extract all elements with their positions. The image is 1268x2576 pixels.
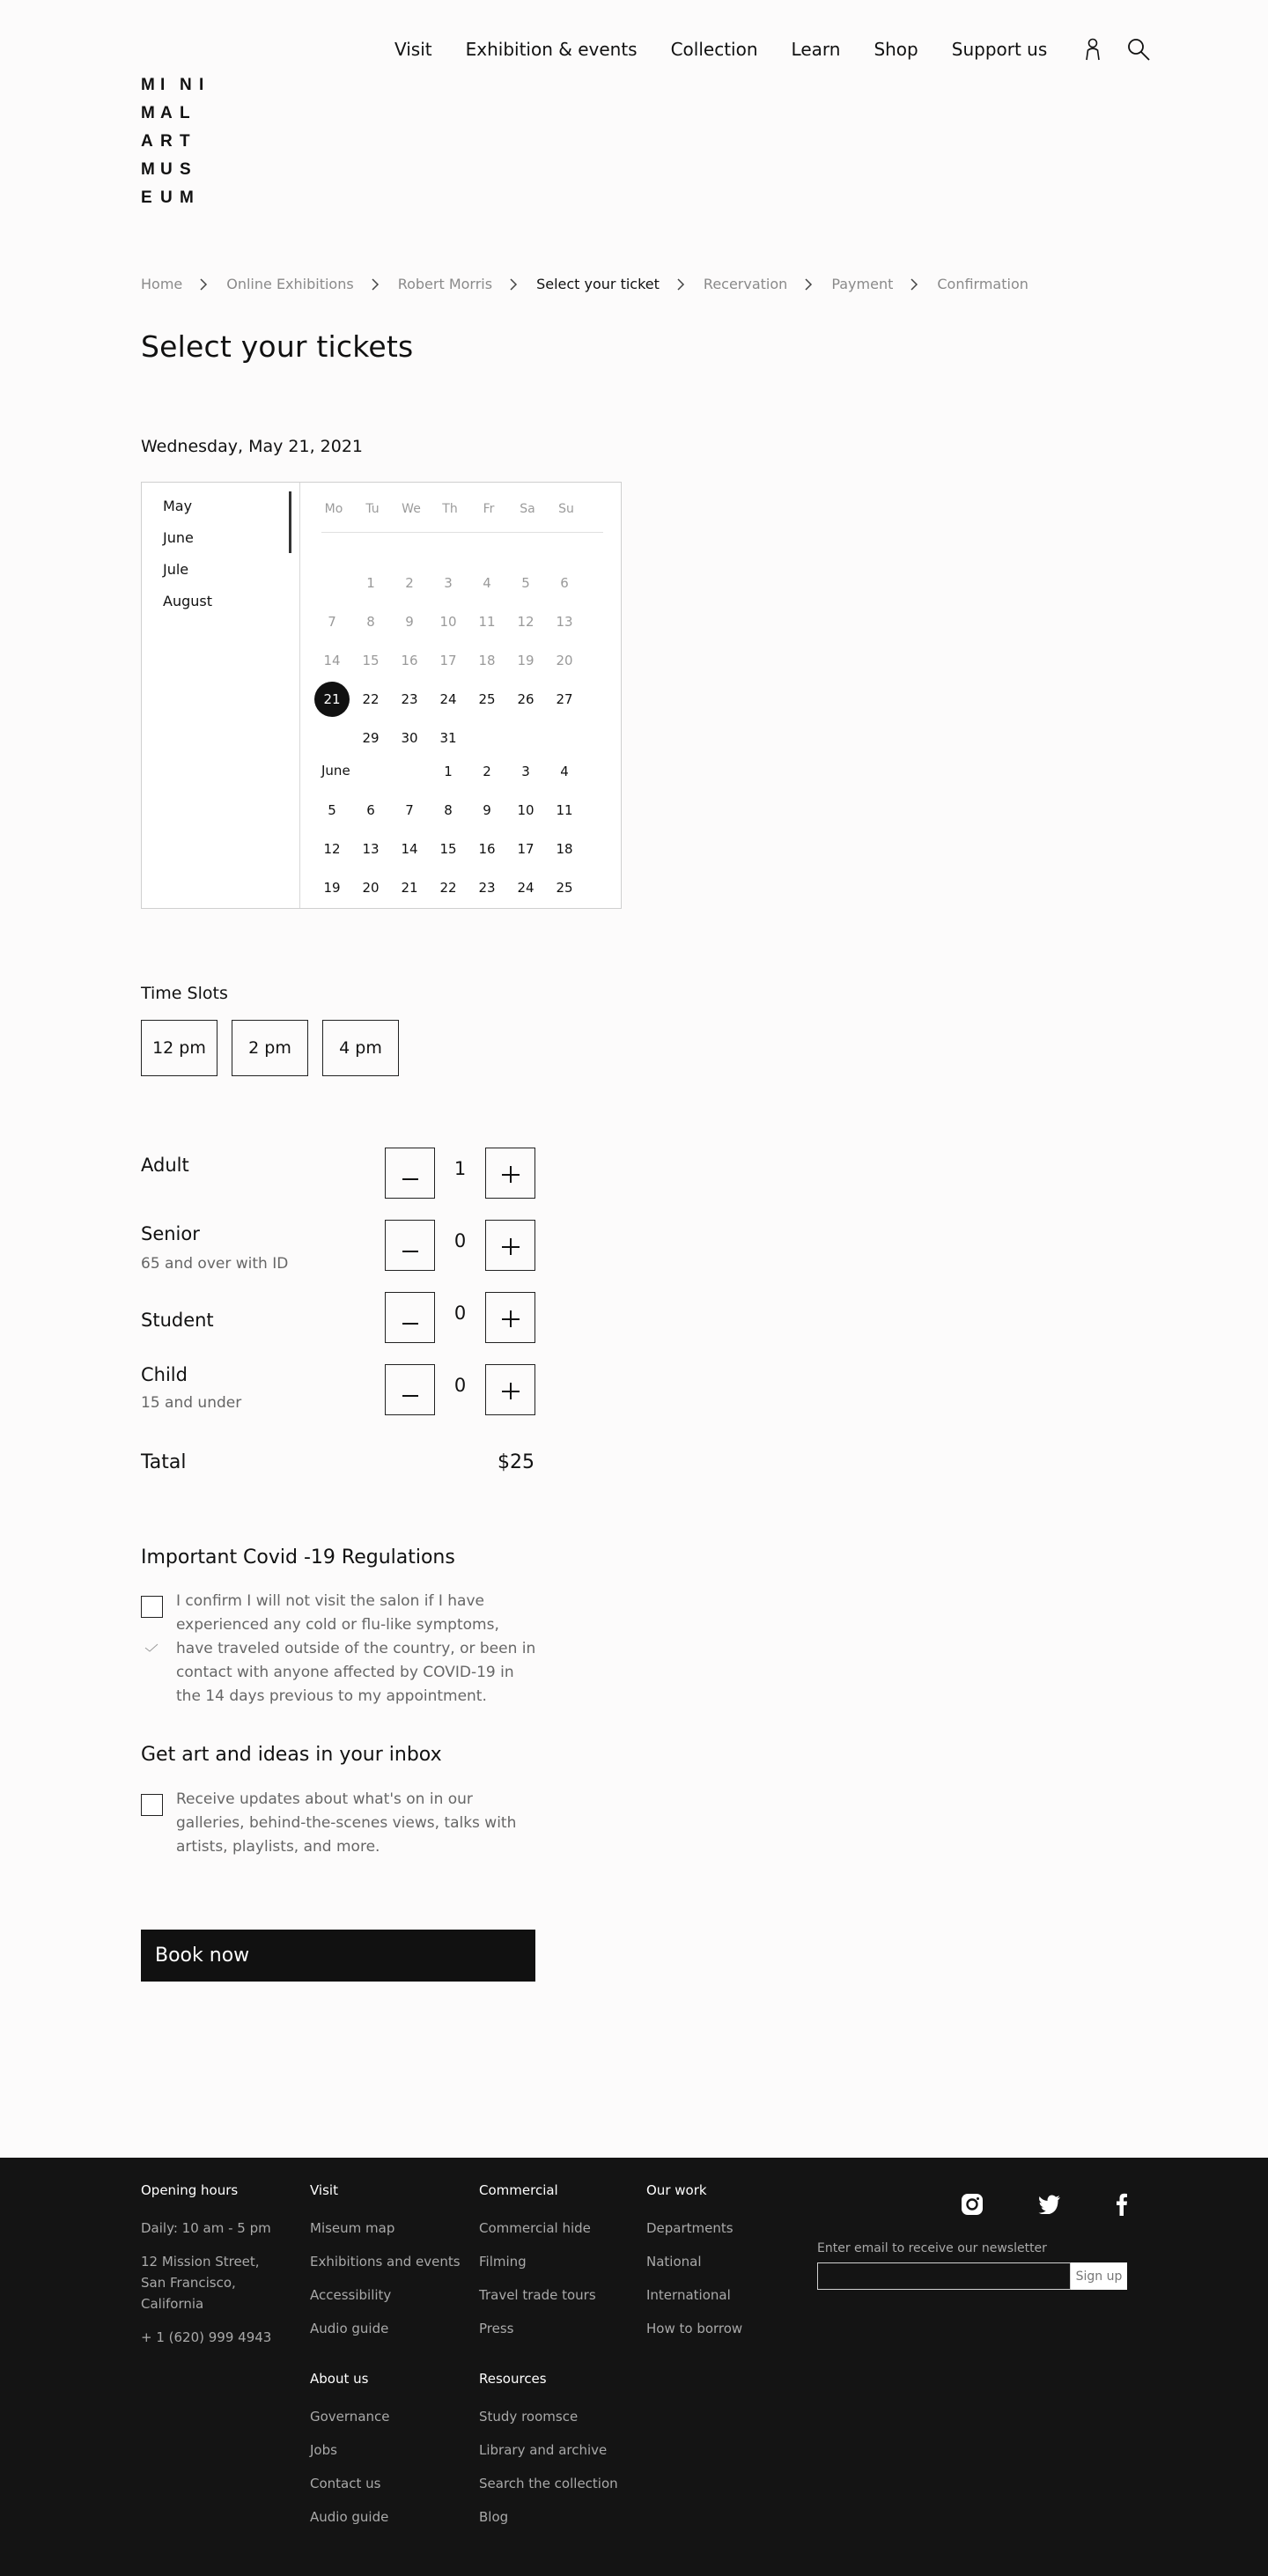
breadcrumb-select-ticket: Select your ticket: [536, 276, 660, 292]
calendar-day[interactable]: 1: [444, 764, 453, 779]
minus-icon: [402, 1164, 419, 1182]
calendar-day: 18: [478, 653, 496, 668]
nav-collection[interactable]: Collection: [670, 39, 758, 60]
nav-learn[interactable]: Learn: [791, 39, 841, 60]
footer-about-us: [310, 2371, 390, 2540]
footer-link[interactable]: How to borrow: [646, 2321, 743, 2336]
calendar-day[interactable]: 23: [401, 691, 418, 707]
ticket-name: Senior: [141, 1223, 200, 1244]
footer-link[interactable]: Search the collection: [479, 2476, 618, 2491]
weekday-label: Su: [558, 502, 574, 516]
sign-up-button[interactable]: Sign up: [1071, 2262, 1127, 2290]
time-slot-2pm[interactable]: 2 pm: [232, 1020, 308, 1076]
logo-letter: [199, 187, 218, 210]
calendar-day: 7: [328, 614, 336, 630]
footer-heading: Visit: [310, 2182, 338, 2198]
weekday-divider: [321, 532, 603, 533]
calendar-day: 17: [439, 653, 457, 668]
calendar-day-selected[interactable]: 21: [314, 682, 350, 717]
chevron-right-icon: [910, 277, 919, 292]
weekday-label: Sa: [520, 502, 535, 516]
calendar-day: 3: [444, 575, 453, 591]
footer-link[interactable]: Accessibility: [310, 2287, 392, 2303]
logo-letter: [199, 130, 218, 153]
weekday-label: Tu: [365, 502, 380, 516]
calendar-day[interactable]: 14: [401, 841, 418, 857]
newsletter-optin-title: Get art and ideas in your inbox: [141, 1744, 442, 1766]
month-item[interactable]: June: [163, 529, 194, 546]
logo-letter: U: [160, 160, 173, 179]
calendar-day[interactable]: 21: [401, 880, 418, 896]
logo-letter: L: [180, 104, 190, 122]
minus-icon: [402, 1381, 419, 1399]
calendar-day: 14: [323, 653, 341, 668]
logo-letter: N: [180, 76, 192, 94]
minus-icon: [402, 1309, 419, 1326]
calendar-day[interactable]: 15: [439, 841, 457, 857]
total-value: $25: [498, 1451, 534, 1473]
decrement-button[interactable]: [385, 1292, 435, 1343]
weekday-label: Th: [442, 502, 458, 516]
footer-link[interactable]: Library and archive: [479, 2442, 608, 2458]
breadcrumb-payment: Payment: [831, 276, 894, 292]
newsletter-email-input[interactable]: [817, 2262, 1071, 2290]
ticket-row-adult: [141, 1148, 535, 1200]
time-slots: [141, 1020, 413, 1076]
logo-letter: E: [141, 188, 152, 207]
footer-commercial: [479, 2182, 596, 2351]
breadcrumb-reservation: Recervation: [703, 276, 788, 292]
weekday-label: Fr: [483, 502, 495, 516]
footer: [0, 2158, 1268, 2576]
calendar-day: 8: [366, 614, 375, 630]
museum-logo[interactable]: [141, 74, 218, 210]
time-slots-label: Time Slots: [141, 984, 228, 1003]
plus-icon: [501, 1308, 520, 1327]
address-line: California: [141, 2296, 204, 2312]
address-line: San Francisco,: [141, 2275, 236, 2291]
calendar-day[interactable]: 20: [362, 880, 380, 896]
ticket-quantity: 0: [453, 1303, 467, 1324]
instagram-icon[interactable]: [959, 2191, 985, 2218]
calendar-day[interactable]: 22: [439, 880, 457, 896]
calendar-day[interactable]: 17: [517, 841, 534, 857]
calendar-day: 16: [401, 653, 418, 668]
covid-confirm-checkbox[interactable]: [141, 1596, 163, 1618]
breadcrumb-confirmation: Confirmation: [937, 276, 1028, 292]
logo-letter: I: [199, 76, 204, 94]
newsletter-optin-checkbox[interactable]: [141, 1794, 163, 1816]
nav-exhibition-events[interactable]: Exhibition & events: [465, 39, 638, 60]
main-nav: [394, 35, 1172, 63]
calendar-day[interactable]: 12: [323, 841, 341, 857]
plus-icon: [501, 1236, 520, 1255]
calendar-day[interactable]: 23: [478, 880, 496, 896]
calendar-day: 9: [405, 614, 414, 630]
month-item[interactable]: August: [163, 593, 212, 609]
footer-heading: About us: [310, 2371, 369, 2387]
increment-button[interactable]: [485, 1220, 535, 1271]
footer-link[interactable]: Audio guide: [310, 2321, 389, 2336]
breadcrumb-home[interactable]: Home: [141, 276, 183, 292]
breadcrumb-robert-morris[interactable]: Robert Morris: [397, 276, 493, 292]
calendar-day: 6: [560, 575, 569, 591]
calendar-day[interactable]: 25: [556, 880, 573, 896]
calendar-day[interactable]: 5: [328, 802, 336, 818]
footer-link[interactable]: Audio guide: [310, 2509, 389, 2525]
address-line: 12 Mission Street,: [141, 2254, 260, 2270]
calendar-day: 12: [517, 614, 534, 630]
phone-number[interactable]: + 1 (620) 999 4943: [141, 2329, 272, 2345]
calendar-day: 1: [366, 575, 375, 591]
ticket-name: Adult: [141, 1155, 189, 1176]
total-label: Tatal: [141, 1451, 187, 1473]
ticket-quantity: 0: [453, 1375, 467, 1396]
calendar-day[interactable]: 27: [556, 691, 573, 707]
footer-link[interactable]: Travel trade tours: [479, 2287, 596, 2303]
footer-heading: Our work: [646, 2182, 707, 2198]
footer-visit: [310, 2182, 461, 2351]
logo-letter: I: [160, 76, 166, 94]
calendar-day[interactable]: 16: [478, 841, 496, 857]
chevron-right-icon: [510, 277, 519, 292]
ticket-quantity: 1: [453, 1158, 467, 1179]
twitter-icon[interactable]: [1036, 2191, 1063, 2218]
calendar-day[interactable]: 13: [362, 841, 380, 857]
ticket-name: Child: [141, 1364, 188, 1385]
footer-link[interactable]: Miseum map: [310, 2220, 395, 2236]
calendar-day[interactable]: 6: [366, 802, 375, 818]
covid-text: I confirm I will not visit the salon if I have experienced any cold or flu-like symptoms, have traveled outside of the country, or been in contact with anyone affected by COVID-19 in the 14 days previous to my appointment.: [176, 1592, 536, 1705]
footer-heading: Resources: [479, 2371, 547, 2387]
breadcrumb-online-exhibitions[interactable]: Online Exhibitions: [226, 276, 354, 292]
footer-link[interactable]: Press: [479, 2321, 514, 2336]
ticket-description: 15 and under: [141, 1394, 242, 1412]
logo-letter: M: [141, 104, 155, 122]
calendar-day[interactable]: 29: [362, 730, 380, 746]
footer-link[interactable]: Blog: [479, 2509, 509, 2525]
newsletter-optin-text: Receive updates about what's on in our galleries, behind-the-scenes views, talks with artists, playlists, and more.: [176, 1790, 517, 1856]
footer-link[interactable]: Governance: [310, 2409, 390, 2425]
page-title: Select your tickets: [141, 329, 414, 364]
chevron-right-icon: [372, 277, 380, 292]
footer-link[interactable]: Exhibitions and events: [310, 2254, 461, 2270]
ticket-name: Student: [141, 1310, 214, 1331]
footer-heading: Opening hours: [141, 2182, 239, 2198]
calendar-day[interactable]: 2: [483, 764, 491, 779]
month-list: [142, 483, 300, 908]
increment-button[interactable]: [485, 1292, 535, 1343]
weekday-label: Mo: [324, 502, 343, 516]
ticket-row-child: [141, 1364, 535, 1417]
logo-letter: A: [141, 132, 153, 151]
calendar-day[interactable]: 25: [478, 691, 496, 707]
chevron-right-icon: [200, 277, 209, 292]
book-now-button[interactable]: Book now: [141, 1930, 535, 1982]
calendar-day[interactable]: 10: [517, 802, 534, 818]
logo-letter: M: [141, 76, 155, 94]
footer-link[interactable]: Departments: [646, 2220, 734, 2236]
month-item[interactable]: May: [163, 498, 193, 514]
footer-link[interactable]: Commercial hide: [479, 2220, 591, 2236]
calendar-day[interactable]: 7: [405, 802, 414, 818]
logo-letter: M: [180, 188, 194, 207]
calendar-day: 2: [405, 575, 414, 591]
facebook-icon[interactable]: [1109, 2191, 1135, 2218]
check-icon: [144, 1640, 158, 1657]
calendar-day: 13: [556, 614, 573, 630]
increment-button[interactable]: [485, 1148, 535, 1199]
calendar-day[interactable]: 3: [521, 764, 530, 779]
logo-letter: T: [180, 132, 190, 151]
logo-letter: R: [160, 132, 173, 151]
opening-hours-text: Daily: 10 am - 5 pm: [141, 2220, 271, 2236]
footer-opening-hours: [141, 2182, 271, 2360]
decrement-button[interactable]: [385, 1220, 435, 1271]
month-item[interactable]: Jule: [163, 561, 189, 578]
logo-letter: [199, 159, 218, 181]
breadcrumb: [141, 276, 1028, 292]
footer-link[interactable]: National: [646, 2254, 702, 2270]
nav-shop[interactable]: Shop: [874, 39, 918, 60]
ticket-quantity: 0: [453, 1230, 467, 1251]
calendar-day: 5: [521, 575, 530, 591]
newsletter-label: Enter email to receive our newsletter: [817, 2241, 1047, 2255]
increment-button[interactable]: [485, 1364, 535, 1415]
calendar-day[interactable]: 19: [323, 880, 341, 896]
calendar-day[interactable]: 30: [401, 730, 418, 746]
time-slot-12pm[interactable]: 12 pm: [141, 1020, 217, 1076]
calendar-day[interactable]: 24: [439, 691, 457, 707]
calendar-day[interactable]: 26: [517, 691, 534, 707]
calendar-day[interactable]: 9: [483, 802, 491, 818]
calendar-day: 4: [483, 575, 491, 591]
logo-letter: M: [141, 160, 155, 179]
footer-resources: [479, 2371, 618, 2540]
footer-link[interactable]: Filming: [479, 2254, 527, 2270]
footer-our-work: [646, 2182, 742, 2351]
chevron-right-icon: [677, 277, 686, 292]
footer-link[interactable]: International: [646, 2287, 731, 2303]
calendar-day: 19: [517, 653, 534, 668]
plus-icon: [501, 1163, 520, 1183]
calendar-day: 15: [362, 653, 380, 668]
weekday-label: We: [402, 502, 421, 516]
inline-month-label: June: [321, 763, 350, 779]
calendar-day[interactable]: 4: [560, 764, 569, 779]
decrement-button[interactable]: [385, 1148, 435, 1199]
chevron-right-icon: [805, 277, 814, 292]
footer-link[interactable]: Jobs: [310, 2442, 337, 2458]
ticket-row-student: [141, 1292, 535, 1345]
search-icon[interactable]: [1126, 35, 1151, 63]
calendar-day[interactable]: 22: [362, 691, 380, 707]
date-picker: [141, 482, 622, 909]
logo-letter: U: [160, 188, 173, 207]
footer-link[interactable]: Contact us: [310, 2476, 381, 2491]
plus-icon: [501, 1380, 520, 1399]
decrement-button[interactable]: [385, 1364, 435, 1415]
calendar-day[interactable]: 31: [439, 730, 457, 746]
covid-title: Important Covid -19 Regulations: [141, 1546, 455, 1568]
minus-icon: [402, 1236, 419, 1254]
footer-link[interactable]: Study roomsce: [479, 2409, 579, 2425]
nav-visit[interactable]: Visit: [394, 39, 432, 60]
calendar-day: 20: [556, 653, 573, 668]
calendar-day: 11: [478, 614, 496, 630]
month-scrollbar[interactable]: [289, 491, 291, 553]
calendar-day[interactable]: 18: [556, 841, 573, 857]
logo-letter: S: [180, 160, 191, 179]
ticket-description: 65 and over with ID: [141, 1255, 289, 1273]
logo-letter: [199, 102, 218, 125]
nav-support-us[interactable]: Support us: [951, 39, 1048, 60]
footer-heading: Commercial: [479, 2182, 558, 2198]
logo-letter: A: [160, 104, 173, 122]
selected-date: Wednesday, May 21, 2021: [141, 437, 364, 456]
ticket-row-senior: [141, 1220, 535, 1273]
calendar-day[interactable]: 8: [444, 802, 453, 818]
time-slot-4pm[interactable]: 4 pm: [322, 1020, 399, 1076]
calendar-day: 10: [439, 614, 457, 630]
calendar-day[interactable]: 11: [556, 802, 573, 818]
user-icon[interactable]: [1080, 35, 1105, 63]
calendar-day[interactable]: 24: [517, 880, 534, 896]
